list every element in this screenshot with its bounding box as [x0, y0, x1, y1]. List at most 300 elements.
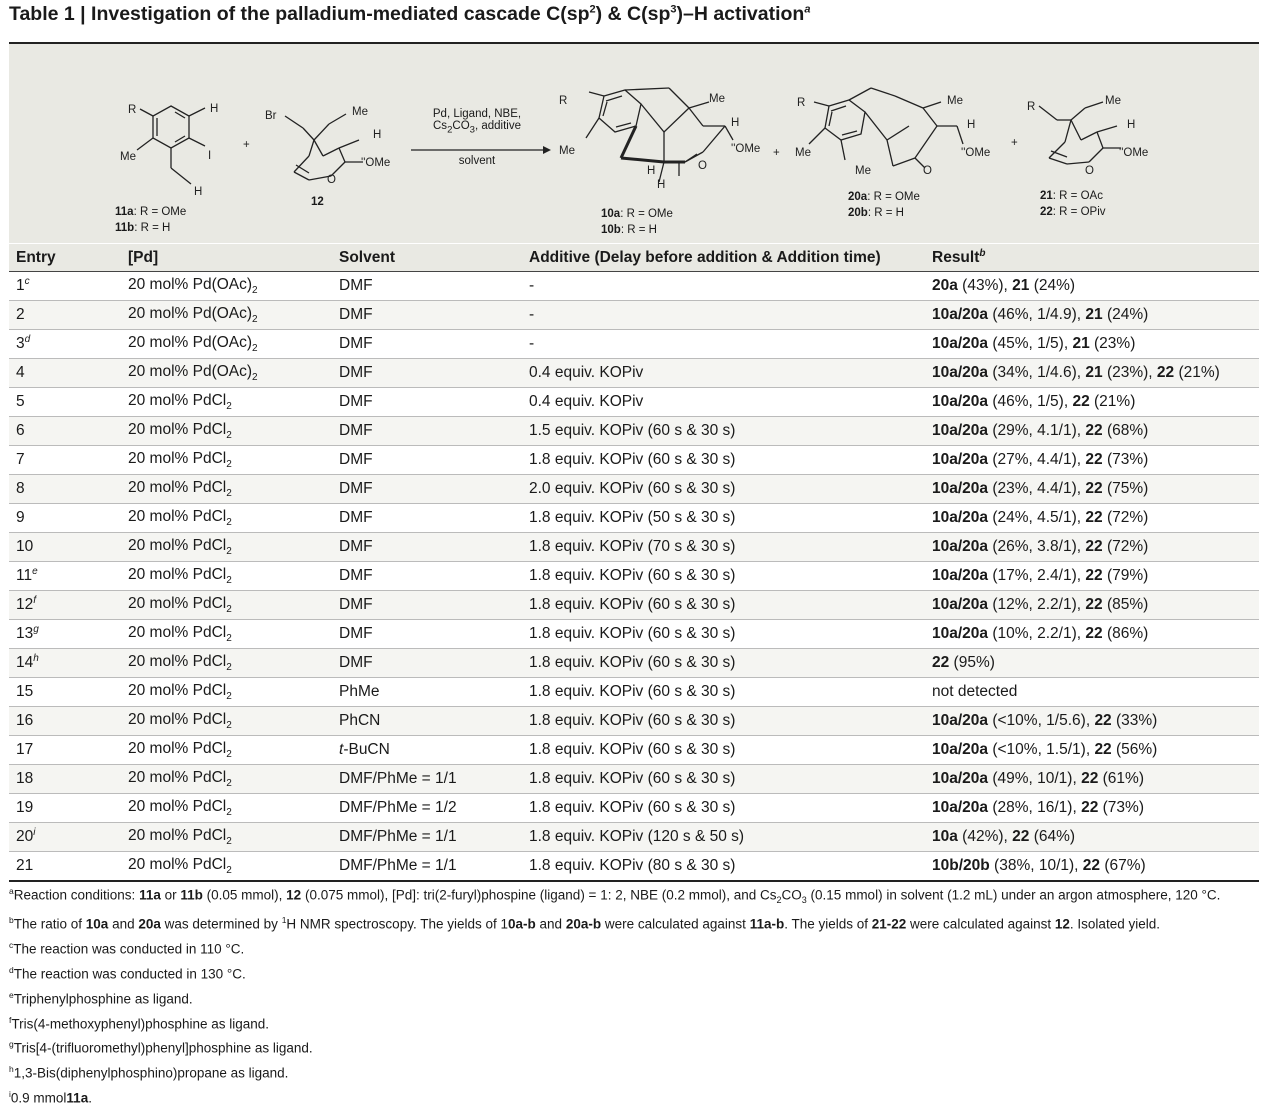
- compound-ref: 21: [1012, 277, 1030, 294]
- additive-cell: -: [522, 301, 925, 330]
- compound-ref: 22: [1085, 625, 1103, 642]
- footnote-text: was determined by: [160, 916, 282, 932]
- r-atom: R: [128, 104, 137, 116]
- catalyst-subscript: 2: [252, 343, 258, 355]
- result-text: (26%, 3.8/1),: [988, 538, 1086, 555]
- catalyst-subscript: 2: [226, 691, 232, 703]
- catalyst-subscript: 2: [226, 865, 232, 877]
- table-row: [9, 417, 1259, 446]
- additive-cell: 1.8 equiv. KOPiv (60 s & 30 s): [522, 446, 925, 475]
- compound-ref: 20a: [138, 916, 161, 932]
- entry-cell: [9, 707, 121, 736]
- r-atom: R: [559, 95, 568, 107]
- solvent-cell: DMF: [332, 388, 522, 417]
- footnote-text: were calculated against: [601, 916, 750, 932]
- entry-cell: [9, 823, 121, 852]
- compound-ref: 21: [1085, 364, 1103, 381]
- entry-cell: [9, 678, 121, 707]
- result-cell: [925, 359, 1259, 388]
- catalyst-text: 20 mol% PdCl: [128, 710, 227, 728]
- footnotes: [9, 881, 1269, 1109]
- catalyst-cell: [121, 678, 332, 707]
- entry-cell: [9, 620, 121, 649]
- footnote-text: (0.15 mmol) in solvent (1.2 mL) under an argon atmosphere, 120 °C.: [806, 887, 1221, 903]
- solvent-italic: t: [339, 741, 344, 758]
- footnote-text: or: [160, 887, 181, 903]
- compound-ref: 10a/20a: [932, 480, 989, 497]
- solvent-cell: DMF/PhMe = 1/2: [332, 794, 522, 823]
- compound-label-10: 10a: R = OMe 10b: R = H: [601, 208, 673, 236]
- catalyst-cell: [121, 417, 332, 446]
- entry-number: 5: [16, 393, 25, 410]
- entry-number: 10: [16, 538, 34, 555]
- entry-cell: [9, 417, 121, 446]
- result-text: (12%, 2.2/1),: [988, 596, 1086, 613]
- result-cell: [925, 388, 1259, 417]
- me-atom: Me: [1105, 95, 1121, 107]
- entry-number: 18: [16, 770, 34, 787]
- catalyst-text: 20 mol% PdCl: [128, 768, 227, 786]
- catalyst-cell: [121, 446, 332, 475]
- catalyst-cell: [121, 330, 332, 359]
- solvent-cell: t-BuCN: [332, 736, 522, 765]
- catalyst-text: 20 mol% PdCl: [128, 797, 227, 815]
- solvent-cell: DMF: [332, 562, 522, 591]
- catalyst-cell: [121, 620, 332, 649]
- compound-ref: 10a/20a: [932, 567, 989, 584]
- entry-number: 1: [16, 277, 25, 295]
- catalyst-cell: [121, 301, 332, 330]
- entry-number: 17: [16, 741, 34, 758]
- footnote-mark: i: [9, 1089, 11, 1100]
- footnote-mark: c: [9, 940, 14, 951]
- result-text: (56%): [1111, 741, 1158, 758]
- catalyst-subscript: 2: [226, 807, 232, 819]
- footnote-mark: h: [9, 1064, 14, 1075]
- entry-number: 8: [16, 480, 25, 497]
- h-atom: H: [967, 119, 976, 131]
- result-text: (49%, 10/1),: [988, 770, 1082, 787]
- catalyst-text: 20 mol% PdCl: [128, 536, 227, 554]
- table-row: [9, 301, 1259, 330]
- table-row: [9, 736, 1259, 765]
- me-atom: Me: [795, 147, 811, 159]
- additive-cell: 1.8 equiv. KOPiv (60 s & 30 s): [522, 736, 925, 765]
- result-text: (23%),: [1102, 364, 1157, 381]
- table-row: [9, 591, 1259, 620]
- br-atom: Br: [265, 110, 277, 122]
- compound-ref: 22: [1085, 480, 1103, 497]
- compound-label-21-22: 21: R = OAc 22: R = OPiv: [1040, 190, 1106, 218]
- result-cell: [925, 794, 1259, 823]
- footnote-text: The reaction was conducted in 130 °C.: [13, 966, 246, 982]
- result-cell: [925, 678, 1259, 707]
- result-text: (75%): [1102, 480, 1149, 497]
- compound-ref: 12: [1054, 916, 1070, 932]
- h-atom: H: [1127, 119, 1136, 131]
- solvent-cell: DMF/PhMe = 1/1: [332, 823, 522, 852]
- footnote-mark: g: [33, 624, 39, 636]
- table-header-row: [9, 244, 1259, 272]
- catalyst-text: 20 mol% PdCl: [128, 478, 227, 496]
- footnote-text: 1,3-Bis(diphenylphosphino)propane as ligand.: [13, 1065, 289, 1081]
- result-cell: [925, 562, 1259, 591]
- iodine-atom: I: [208, 150, 212, 162]
- compound-ref: 10a/20a: [932, 335, 989, 352]
- entry-cell: [9, 736, 121, 765]
- footnote-line: [9, 935, 1269, 960]
- compound-ref: 20a: [932, 277, 958, 294]
- result-text: (21%): [1089, 393, 1136, 410]
- additive-cell: 1.8 equiv. KOPiv (60 s & 30 s): [522, 678, 925, 707]
- solvent-cell: DMF: [332, 417, 522, 446]
- catalyst-text: 20 mol% PdCl: [128, 652, 227, 670]
- product-20-structure: [795, 88, 990, 177]
- reaction-conditions-bottom: solvent: [458, 155, 496, 167]
- h-atom: H: [657, 179, 666, 191]
- footnote-mark: f: [33, 595, 37, 607]
- me-atom: Me: [559, 145, 575, 157]
- solvent-cell: DMF: [332, 446, 522, 475]
- h-atom: H: [647, 165, 656, 177]
- result-text: (<10%, 1/5.6),: [988, 712, 1095, 729]
- catalyst-subscript: 2: [226, 633, 232, 645]
- additive-cell: -: [522, 330, 925, 359]
- compound-ref: 10a/20a: [932, 538, 989, 555]
- entry-number: 3: [16, 335, 25, 353]
- compound-ref: 22: [1085, 509, 1103, 526]
- entry-cell: [9, 388, 121, 417]
- catalyst-text: 20 mol% PdCl: [128, 449, 227, 467]
- result-text: (79%): [1102, 567, 1149, 584]
- entry-number: 12: [16, 596, 34, 614]
- solvent-cell: DMF: [332, 649, 522, 678]
- result-cell: [925, 649, 1259, 678]
- footnote-text: . The yields of: [784, 916, 872, 932]
- footnote-mark: f: [9, 1014, 12, 1025]
- footnote-mark: g: [9, 1039, 14, 1050]
- solvent-cell: DMF: [332, 591, 522, 620]
- solvent-cell: DMF: [332, 301, 522, 330]
- o-atom: O: [327, 174, 336, 186]
- additive-cell: 1.8 equiv. KOPiv (80 s & 30 s): [522, 852, 925, 882]
- result-text: (38%, 10/1),: [989, 857, 1083, 874]
- compound-ref: 22: [1085, 538, 1103, 555]
- catalyst-cell: [121, 272, 332, 301]
- footnote-line: [9, 1010, 1269, 1035]
- catalyst-cell: [121, 765, 332, 794]
- catalyst-text: 20 mol% PdCl: [128, 565, 227, 583]
- result-cell: [925, 852, 1259, 882]
- catalyst-text: 20 mol% Pd(OAc): [128, 275, 253, 293]
- result-cell: [925, 330, 1259, 359]
- entry-cell: [9, 446, 121, 475]
- compound-ref: 22: [1082, 857, 1101, 874]
- additive-cell: 1.8 equiv. KOPiv (60 s & 30 s): [522, 591, 925, 620]
- entry-cell: [9, 533, 121, 562]
- result-cell: [925, 301, 1259, 330]
- ome-atom: ''OMe: [731, 143, 761, 155]
- compound-ref: 10a/20a: [932, 393, 989, 410]
- catalyst-cell: [121, 504, 332, 533]
- catalyst-subscript: 2: [226, 401, 232, 413]
- result-text: (45%, 1/5),: [988, 335, 1073, 352]
- table-row: [9, 272, 1259, 301]
- table-row: [9, 852, 1259, 882]
- additive-cell: 1.5 equiv. KOPiv (60 s & 30 s): [522, 417, 925, 446]
- result-cell: [925, 707, 1259, 736]
- header-entry: Entry: [9, 244, 121, 272]
- entry-number: 2: [16, 306, 25, 323]
- subscript: 2: [776, 895, 782, 906]
- compound-ref: 10a/20a: [932, 712, 989, 729]
- result-text: (17%, 2.4/1),: [988, 567, 1086, 584]
- compound-ref: 11a: [139, 887, 161, 903]
- entry-cell: [9, 475, 121, 504]
- table-row: [9, 678, 1259, 707]
- footnote-text: .: [88, 1090, 92, 1106]
- solvent-cell: DMF: [332, 330, 522, 359]
- compound-ref: 22: [1094, 712, 1112, 729]
- h-atom: H: [373, 129, 382, 141]
- footnote-line: [9, 910, 1269, 935]
- reactant-12-structure: [265, 106, 390, 186]
- result-cell: [925, 620, 1259, 649]
- result-text: (10%, 2.2/1),: [988, 625, 1086, 642]
- result-text: (86%): [1102, 625, 1149, 642]
- compound-ref: 10a: [932, 828, 958, 845]
- subscript: 3: [801, 895, 807, 906]
- compound-ref: 12: [286, 887, 302, 903]
- compound-ref: 22: [1085, 422, 1103, 439]
- footnote-line: [9, 881, 1269, 910]
- footnote-text: 0.9 mmol: [10, 1090, 67, 1106]
- ome-atom: ''OMe: [361, 157, 391, 169]
- compound-ref: 10a/20a: [932, 799, 989, 816]
- catalyst-text: 20 mol% PdCl: [128, 391, 227, 409]
- footnote-mark: d: [9, 965, 14, 976]
- result-cell: [925, 504, 1259, 533]
- solvent-cell: PhMe: [332, 678, 522, 707]
- result-text: (42%),: [957, 828, 1013, 845]
- footnote-mark: e: [9, 989, 14, 1000]
- compound-label-12: 12: [311, 196, 324, 208]
- reaction-arrow: [411, 146, 551, 154]
- result-cell: [925, 272, 1259, 301]
- entry-cell: [9, 504, 121, 533]
- solvent-cell: DMF: [332, 359, 522, 388]
- catalyst-text: 20 mol% PdCl: [128, 623, 227, 641]
- footnote-text: CO: [781, 887, 802, 903]
- compound-ref: 21-22: [871, 916, 907, 932]
- compound-label-20: 20a: R = OMe 20b: R = H: [848, 191, 920, 219]
- entry-cell: [9, 649, 121, 678]
- compound-ref: 11a: [66, 1090, 89, 1106]
- catalyst-cell: [121, 649, 332, 678]
- plus-sign: +: [243, 139, 250, 151]
- compound-ref: 22: [1085, 567, 1103, 584]
- compound-ref: 22: [1085, 596, 1103, 613]
- footnote-mark: e: [32, 566, 38, 578]
- additive-cell: 2.0 equiv. KOPiv (60 s & 30 s): [522, 475, 925, 504]
- solvent-cell: PhCN: [332, 707, 522, 736]
- table-row: [9, 533, 1259, 562]
- result-text: (43%),: [957, 277, 1013, 294]
- catalyst-subscript: 2: [226, 488, 232, 500]
- catalyst-subscript: 2: [252, 285, 258, 297]
- additive-cell: 1.8 equiv. KOPiv (50 s & 30 s): [522, 504, 925, 533]
- catalyst-cell: [121, 794, 332, 823]
- result-text: (64%): [1029, 828, 1076, 845]
- compound-ref: 10a/20a: [932, 364, 989, 381]
- footnote-text: were calculated against: [906, 916, 1055, 932]
- catalyst-text: 20 mol% PdCl: [128, 855, 227, 873]
- additive-cell: 0.4 equiv. KOPiv: [522, 359, 925, 388]
- footnote-text: The ratio of: [13, 916, 86, 932]
- result-text: (72%): [1102, 538, 1149, 555]
- catalyst-subscript: 2: [226, 778, 232, 790]
- additive-cell: 1.8 equiv. KOPiv (120 s & 50 s): [522, 823, 925, 852]
- table-body: [9, 272, 1259, 882]
- entry-number: 9: [16, 509, 25, 526]
- result-text: (24%): [1102, 306, 1149, 323]
- entry-number: 15: [16, 683, 34, 700]
- catalyst-subscript: 2: [252, 372, 258, 384]
- catalyst-cell: [121, 823, 332, 852]
- plus-sign: +: [773, 147, 780, 159]
- catalyst-text: 20 mol% Pd(OAc): [128, 304, 253, 322]
- entry-cell: [9, 359, 121, 388]
- result-text: (46%, 1/5),: [988, 393, 1073, 410]
- result-text: (24%): [1029, 277, 1076, 294]
- catalyst-subscript: 2: [226, 836, 232, 848]
- compound-ref: 21: [1085, 306, 1103, 323]
- footnote-mark: b: [9, 915, 14, 926]
- compound-ref: 20a-b: [565, 916, 602, 932]
- product-21-22-structure: [1027, 95, 1148, 177]
- footnote-text: (0.05 mmol),: [202, 887, 287, 903]
- result-text: (85%): [1102, 596, 1149, 613]
- catalyst-cell: [121, 852, 332, 882]
- entry-number: 16: [16, 712, 34, 729]
- catalyst-cell: [121, 359, 332, 388]
- result-text: (95%): [949, 654, 995, 671]
- entry-cell: [9, 591, 121, 620]
- compound-ref: 10b/20b: [932, 857, 990, 874]
- catalyst-subscript: 2: [226, 575, 232, 587]
- result-text: (<10%, 1.5/1),: [988, 741, 1095, 758]
- catalyst-subscript: 2: [252, 314, 258, 326]
- footnote-line: [9, 1034, 1269, 1059]
- catalyst-text: 20 mol% PdCl: [128, 739, 227, 757]
- result-cell: [925, 446, 1259, 475]
- table-row: [9, 359, 1259, 388]
- footnote-text: Triphenylphosphine as ligand.: [13, 991, 193, 1007]
- footnote-text: The reaction was conducted in 110 °C.: [13, 941, 245, 957]
- solvent-cell: DMF: [332, 272, 522, 301]
- catalyst-text: 20 mol% PdCl: [128, 594, 227, 612]
- catalyst-subscript: 2: [226, 604, 232, 616]
- result-text: (68%): [1102, 422, 1149, 439]
- table-row: [9, 620, 1259, 649]
- result-text: (24%, 4.5/1),: [988, 509, 1086, 526]
- entry-cell: [9, 330, 121, 359]
- catalyst-text: 20 mol% PdCl: [128, 826, 227, 844]
- compound-ref: 21: [1072, 335, 1090, 352]
- result-text: (29%, 4.1/1),: [988, 422, 1086, 439]
- compound-ref: 22: [1012, 828, 1030, 845]
- table-row: [9, 562, 1259, 591]
- entry-cell: [9, 301, 121, 330]
- additive-cell: 1.8 equiv. KOPiv (60 s & 30 s): [522, 765, 925, 794]
- h-atom: H: [731, 117, 740, 129]
- footnote-text: Tris(4-methoxyphenyl)phosphine as ligand.: [11, 1016, 270, 1032]
- result-text: (46%, 1/4.9),: [988, 306, 1086, 323]
- result-text: (21%): [1174, 364, 1220, 381]
- table-row: [9, 794, 1259, 823]
- result-text: (23%): [1089, 335, 1136, 352]
- compound-ref: 10a/20a: [932, 422, 989, 439]
- compound-ref: 22: [1094, 741, 1112, 758]
- additive-cell: 1.8 equiv. KOPiv (60 s & 30 s): [522, 649, 925, 678]
- h-atom: H: [210, 103, 219, 115]
- footnote-line: [9, 985, 1269, 1010]
- result-text: (67%): [1100, 857, 1146, 874]
- catalyst-text: 20 mol% Pd(OAc): [128, 333, 253, 351]
- compound-ref: 11b: [180, 887, 203, 903]
- solvent-cell: DMF: [332, 533, 522, 562]
- footnote-mark: a: [9, 886, 14, 896]
- result-text: (28%, 16/1),: [988, 799, 1082, 816]
- result-text: (34%, 1/4.6),: [988, 364, 1086, 381]
- entry-number: 6: [16, 422, 25, 439]
- reactant-11-structure: [120, 103, 218, 198]
- h-atom: H: [194, 186, 203, 198]
- entry-cell: [9, 272, 121, 301]
- footnote-mark: c: [24, 276, 30, 288]
- compound-ref: 11a-b: [749, 916, 785, 932]
- header-result: Result$^b$: [925, 244, 1259, 272]
- entry-cell: [9, 852, 121, 882]
- reaction-conditions-top: Pd, Ligand, NBE, $Cs_2CO_3$, additive: [432, 108, 522, 136]
- me-atom: Me: [947, 95, 963, 107]
- footnote-mark: d: [24, 334, 31, 346]
- result-cell: [925, 417, 1259, 446]
- footnote-text: H NMR spectroscopy. The yields of 1: [286, 916, 509, 932]
- solvent-cell: DMF/PhMe = 1/1: [332, 765, 522, 794]
- compound-ref: 22: [1156, 364, 1175, 381]
- table-row: [9, 504, 1259, 533]
- table-row: [9, 765, 1259, 794]
- compound-ref: 10a/20a: [932, 509, 989, 526]
- result-text: (33%): [1111, 712, 1158, 729]
- compound-ref: 10a/20a: [932, 306, 989, 323]
- catalyst-text: 20 mol% PdCl: [128, 507, 227, 525]
- catalyst-cell: [121, 707, 332, 736]
- o-atom: O: [923, 165, 932, 177]
- catalyst-subscript: 2: [226, 546, 232, 558]
- additive-cell: 0.4 equiv. KOPiv: [522, 388, 925, 417]
- header-additive: Additive (Delay before addition & Addition time): [522, 244, 925, 272]
- entry-cell: [9, 794, 121, 823]
- footnote-text: Reaction conditions:: [13, 887, 140, 903]
- catalyst-subscript: 2: [226, 720, 232, 732]
- result-cell: [925, 475, 1259, 504]
- catalyst-cell: [121, 562, 332, 591]
- superscript: 1: [281, 915, 287, 926]
- compound-ref: 10a/20a: [932, 596, 989, 613]
- result-cell: [925, 736, 1259, 765]
